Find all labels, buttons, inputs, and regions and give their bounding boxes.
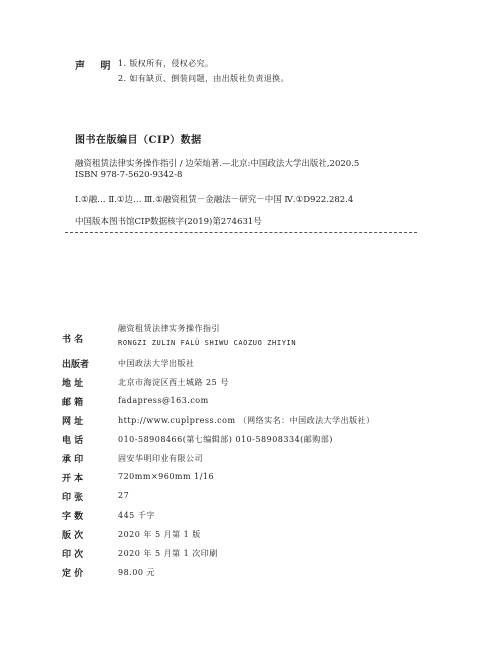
declaration-heading: 声 明 (75, 61, 117, 72)
cip-line-1: 融资租赁法律实务操作指引 / 边荣灿著.—北京:中国政法大学出版社,2020.5 (75, 159, 360, 169)
website-label: 网 址 (62, 417, 84, 427)
publisher-value: 中国政法大学出版社 (118, 359, 195, 368)
book-title-pinyin: RONGZI ZULIN FALÜ SHIWU CAOZUO ZHIYIN (118, 339, 297, 347)
phone-label: 电 话 (62, 436, 84, 446)
website-value: http://www.cuplpress.com （网络实名：中国政法大学出版社） (118, 416, 375, 425)
printer-label: 承 印 (62, 455, 84, 465)
cip-title: 图书在版编目（CIP）数据 (75, 135, 202, 146)
format-value: 720mm×960mm 1/16 (118, 472, 215, 481)
dashed-separator (65, 232, 417, 233)
email-value: fadapress@163.com (118, 396, 209, 405)
cip-line-2: ISBN 978-7-5620-9342-8 (75, 170, 183, 180)
printer-value: 固安华明印业有限公司 (118, 454, 203, 463)
phone-value: 010-58908466(第七编辑部) 010-58908334(邮购部) (118, 435, 333, 444)
cip-line-4: 中国版本图书馆CIP数据核字(2019)第274631号 (75, 217, 262, 227)
word-count-label: 字 数 (62, 512, 84, 522)
book-title-label: 书 名 (62, 335, 84, 345)
sheets-value: 27 (118, 491, 130, 500)
publisher-label: 出版者 (62, 360, 90, 370)
email-label: 邮 箱 (62, 398, 84, 408)
edition-value: 2020 年 5 月第 1 版 (118, 530, 201, 539)
declaration-item-1: 1. 版权所有，侵权必究。 (118, 59, 214, 68)
declaration-item-2: 2. 如有缺页、倒装问题，由出版社负责退换。 (118, 74, 289, 83)
printing-value: 2020 年 5 月第 1 次印刷 (118, 549, 218, 558)
edition-label: 版 次 (62, 531, 84, 541)
address-label: 地 址 (62, 379, 84, 389)
cip-line-3: Ⅰ.①融… Ⅱ.①边… Ⅲ.①融资租赁－金融法－研究－中国 Ⅳ.①D922.282.4 (75, 195, 354, 205)
book-title: 融资租赁法律实务操作指引 (118, 324, 220, 333)
word-count-value: 445 千字 (118, 511, 155, 520)
format-label: 开 本 (62, 474, 84, 484)
address-value: 北京市海淀区西土城路 25 号 (118, 378, 229, 387)
price-value: 98.00 元 (118, 568, 155, 577)
printing-label: 印 次 (62, 550, 84, 560)
sheets-label: 印 张 (62, 493, 84, 503)
price-label: 定 价 (62, 569, 84, 579)
